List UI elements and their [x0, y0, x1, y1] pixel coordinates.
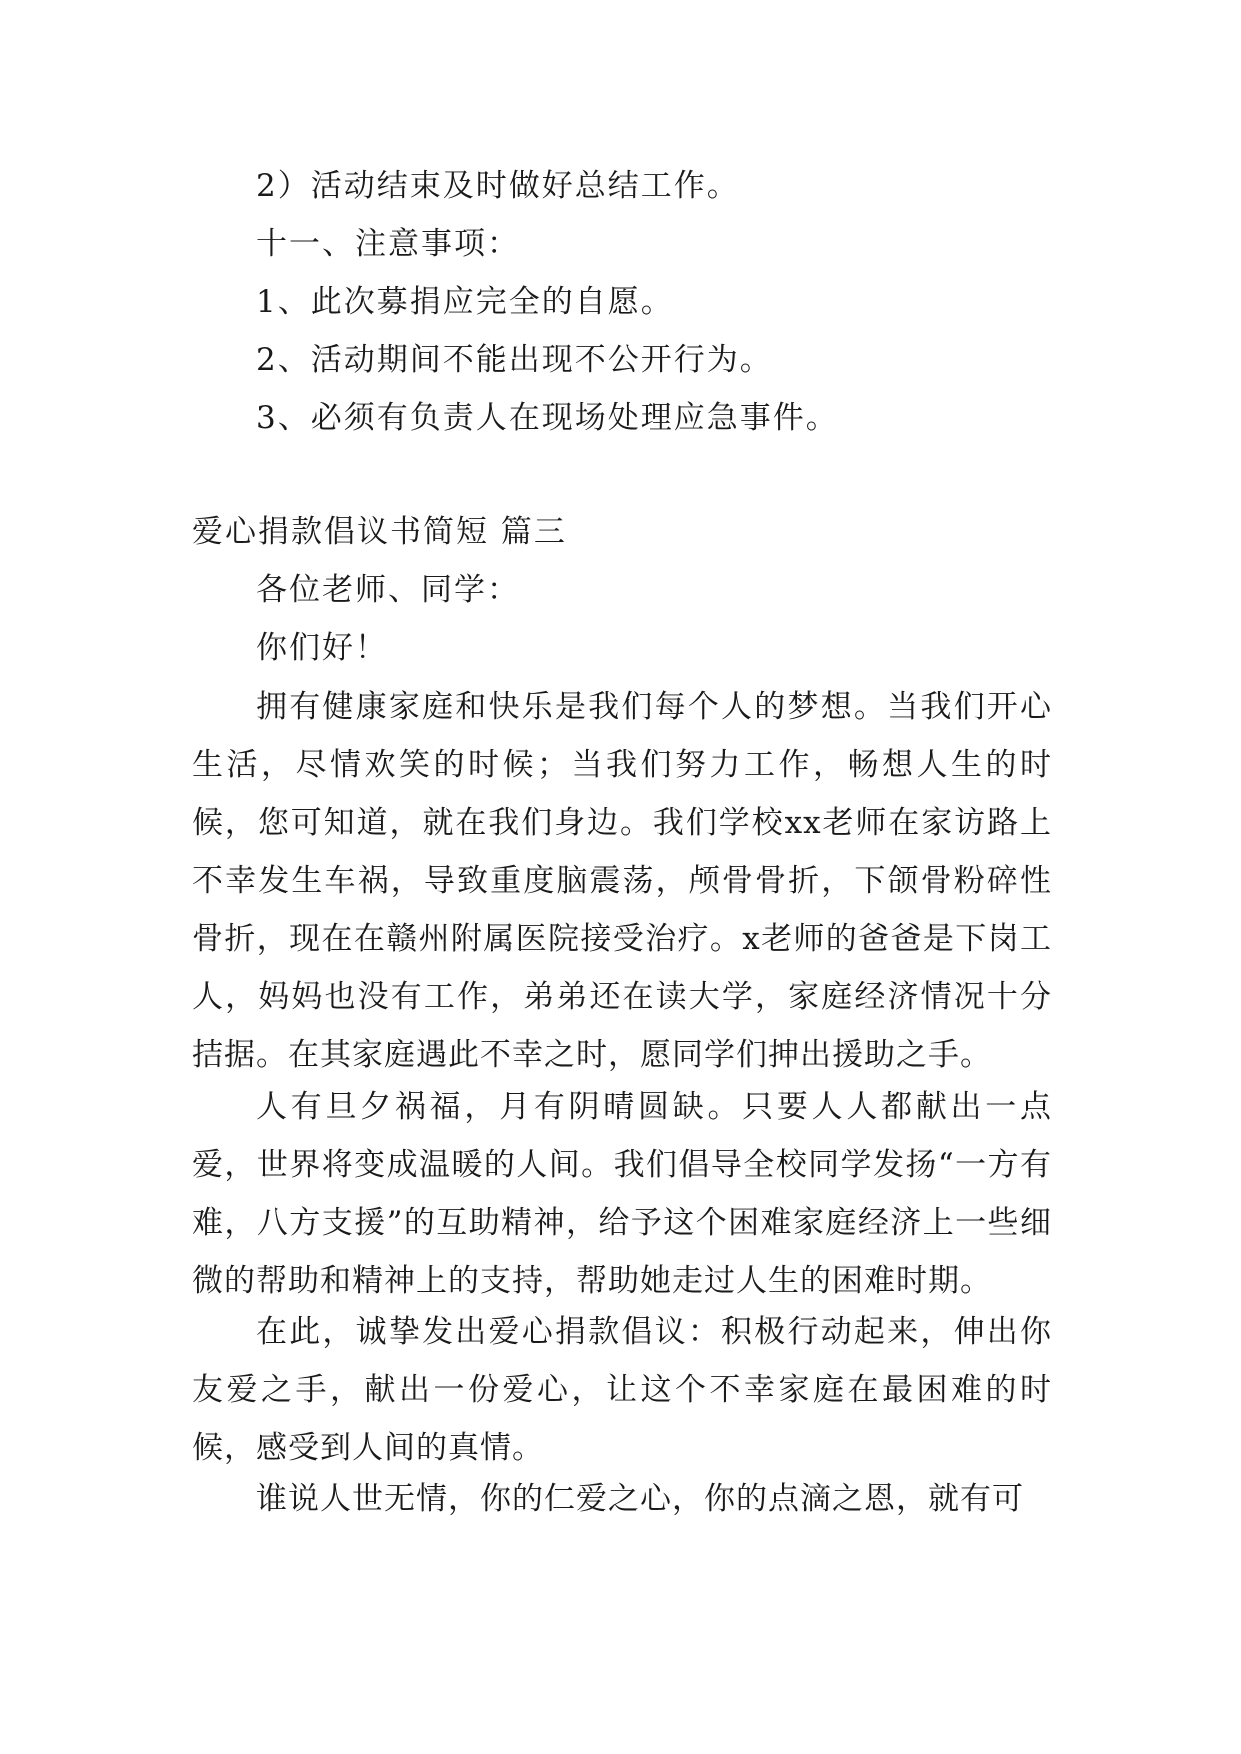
note-item-3: 3、必须有负责人在现场处理应急事件。: [256, 400, 839, 436]
paragraph-4: 谁说人世无情，你的仁爱之心，你的点滴之恩，就有可: [256, 1481, 1024, 1517]
paragraph-3: 在此，诚挚发出爱心捐款倡议：积极行动起来，伸出你友爱之手，献出一份爱心，让这个不幸家庭在最困难的时候，感受到人间的真情。: [192, 1314, 1052, 1466]
greeting: 你们好！: [256, 630, 388, 666]
salutation: 各位老师、同学：: [256, 572, 520, 608]
note-item-1: 1、此次募捐应完全的自愿。: [256, 284, 674, 320]
heading-notes: 十一、注意事项：: [256, 226, 520, 262]
paragraph-1: 拥有健康家庭和快乐是我们每个人的梦想。当我们开心生活，尽情欢笑的时候；当我们努力工作，畅想人生的时候，您可知道，就在我们身边。我们学校xx老师在家访路上不幸发生车祸，导致重度脑震荡，颅骨骨折，下颌骨粉碎性骨折，现在在赣州附属医院接受治疗。x老师的爸爸是下岗工人，妈妈也没有工作，弟弟还在读大学，家庭经济情况十分拮据。在其家庭遇此不幸之时，愿同学们抻出援助之手。: [192, 689, 1052, 1073]
note-item-2: 2、活动期间不能出现不公开行为。: [256, 342, 773, 378]
list-item-activity-summary: 2）活动结束及时做好总结工作。: [256, 168, 740, 204]
section-title: 爱心捐款倡议书简短 篇三: [192, 514, 567, 550]
paragraph-2: 人有旦夕祸福，月有阴晴圆缺。只要人人都献出一点爱，世界将变成温暖的人间。我们倡导全校同学发扬“一方有难，八方支援”的互助精神，给予这个困难家庭经济上一些细微的帮助和精神上的支持，帮助她走过人生的困难时期。: [192, 1089, 1052, 1299]
